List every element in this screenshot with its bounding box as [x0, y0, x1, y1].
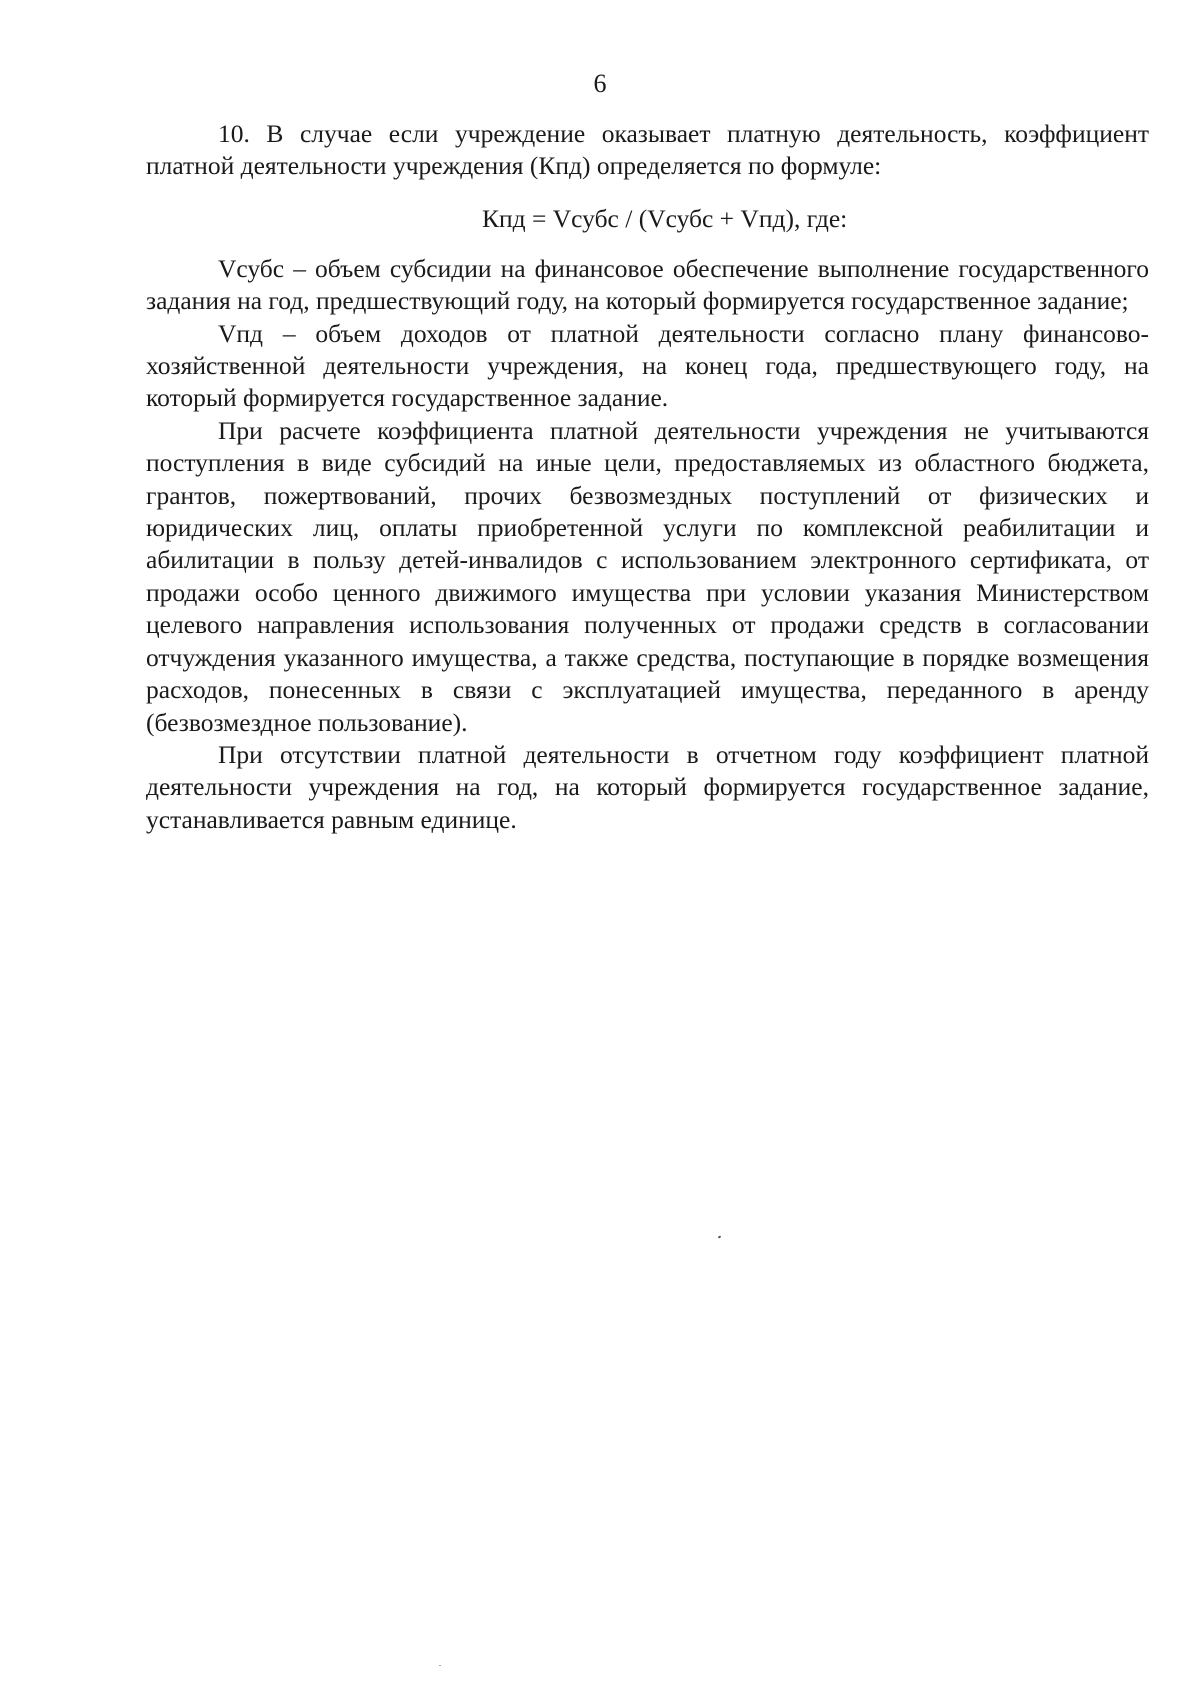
paragraph-item-10: 10. В случае если учреждение оказывает платную деятельность, коэффициент платной деятельности учреждения (Кпд) определяется по формуле:: [146, 119, 1149, 181]
document-body: [146, 118, 1149, 836]
scan-speck: [439, 1665, 441, 1666]
definition-vsubs: Vсубс – объем субсидии на финансовое обеспечение выполнение государственного задания на год, предшествующий году, на который формируется государственное задание;: [146, 253, 1149, 316]
formula-kpd: Кпд = Vсубс / (Vсубс + Vпд), где:: [482, 203, 848, 233]
paragraph-calc-exclusions: При расчете коэффициента платной деятельности учреждения не учитываются поступления в виде субсидий на иные цели, предоставляемых из областного бюджета, грантов, пожертвований, прочих безвозмездных поступлений от физических и юридических лиц, оплаты приобретенной услуги по комплексной реабилитации и абилитации в пользу детей-инвалидов с использованием электронного сертификата, от продажи особо ценного движимого имущества при условии указания Министерством целевого направления использования полученных от продажи средств в согласовании отчуждения указанного имущества, а также средства, поступающие в порядке возмещения расходов, понесенных в связи с эксплуатацией имущества, переданного в аренду (безвозмездное пользование).: [146, 415, 1149, 737]
definition-vpd: Vпд – объем доходов от платной деятельности согласно плану финансово-хозяйственной деятельности учреждения, на конец года, предшествующего году, на который формируется государственное задание.: [146, 318, 1149, 413]
page-number: 6: [593, 69, 607, 98]
paragraph-no-paid-activity: При отсутствии платной деятельности в отчетном году коэффициент платной деятельности учреждения на год, на который формируется государственное задание, устанавливается равным единице.: [146, 739, 1149, 834]
scan-speck: [718, 1235, 722, 1238]
